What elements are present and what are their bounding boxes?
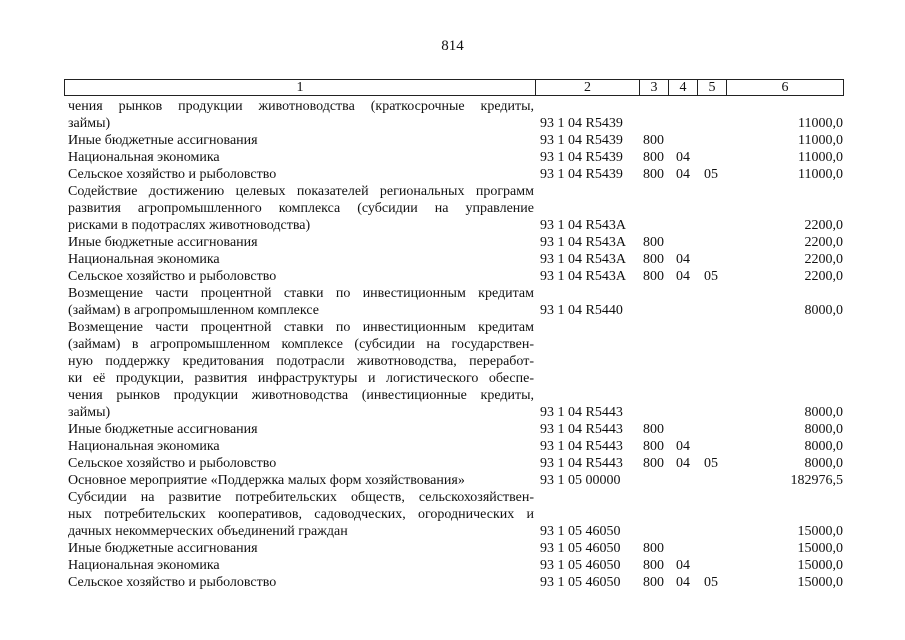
- row-name-line: Содействие достижению целевых показателей региональных программ: [68, 184, 534, 199]
- row-amount: 2200,0: [804, 269, 843, 284]
- row-values: [68, 540, 843, 557]
- row-col-5: 05: [704, 269, 718, 284]
- row-name-line: чения рынков продукции животноводства (инвестиционные кредиты,: [68, 388, 534, 403]
- row-code: 93 1 04 R5439: [540, 150, 623, 165]
- row-values: [68, 472, 843, 489]
- row-name-line: Национальная экономика: [68, 439, 220, 454]
- row-values: [68, 574, 843, 591]
- row-name-line: Сельское хозяйство и рыболовство: [68, 269, 277, 284]
- row-code: 93 1 04 R5439: [540, 133, 623, 148]
- row-code: 93 1 04 R5439: [540, 167, 623, 182]
- row-col-4: 04: [676, 269, 690, 284]
- row-code: 93 1 04 R543A: [540, 269, 626, 284]
- header-col-1: 1: [65, 80, 536, 95]
- row-values: [68, 234, 843, 251]
- row-amount: 2200,0: [804, 252, 843, 267]
- table-row: [68, 234, 848, 251]
- row-values: [68, 404, 843, 421]
- row-amount: 15000,0: [797, 575, 843, 590]
- row-col-5: 05: [704, 167, 718, 182]
- table-row: [68, 489, 848, 540]
- row-col-4: 04: [676, 439, 690, 454]
- row-name-line: Сельское хозяйство и рыболовство: [68, 456, 277, 471]
- row-code: 93 1 04 R543A: [540, 235, 626, 250]
- row-amount: 8000,0: [804, 422, 843, 437]
- row-amount: 15000,0: [797, 524, 843, 539]
- row-amount: 8000,0: [804, 439, 843, 454]
- row-col-3: 800: [643, 456, 664, 471]
- row-name-line: Национальная экономика: [68, 150, 220, 165]
- row-amount: 2200,0: [804, 235, 843, 250]
- table-row: [68, 166, 848, 183]
- row-code: 93 1 05 46050: [540, 575, 621, 590]
- row-code: 93 1 04 R5440: [540, 303, 623, 318]
- row-code: 93 1 04 R543A: [540, 252, 626, 267]
- row-name-line: Возмещение части процентной ставки по инвестиционным кредитам: [68, 286, 534, 301]
- row-amount: 11000,0: [798, 116, 843, 131]
- row-name-line: Возмещение части процентной ставки по инвестиционным кредитам: [68, 320, 534, 335]
- table-row: [68, 574, 848, 591]
- row-name-line: Основное мероприятие «Поддержка малых форм хозяйствования»: [68, 473, 465, 488]
- row-col-3: 800: [643, 269, 664, 284]
- table-row: [68, 285, 848, 319]
- row-amount: 8000,0: [804, 456, 843, 471]
- row-name-line: Иные бюджетные ассигнования: [68, 133, 258, 148]
- row-col-3: 800: [643, 235, 664, 250]
- header-col-6: 6: [781, 80, 789, 95]
- row-col-4: 04: [676, 167, 690, 182]
- row-values: [68, 523, 843, 540]
- row-name-line: чения рынков продукции животноводства (краткосрочные кредиты,: [68, 99, 534, 114]
- header-col-4: 4: [669, 80, 698, 95]
- row-code: 93 1 04 R543A: [540, 218, 626, 233]
- row-amount: 11000,0: [798, 167, 843, 182]
- row-code: 93 1 04 R5439: [540, 116, 623, 131]
- row-values: [68, 438, 843, 455]
- row-col-3: 800: [643, 133, 664, 148]
- row-amount: 182976,5: [790, 473, 843, 488]
- row-col-3: 800: [643, 422, 664, 437]
- row-name-line: Субсидии на развитие потребительских обществ, сельскохозяйствен-: [68, 490, 534, 505]
- table-row: [68, 455, 848, 472]
- row-code: 93 1 04 R5443: [540, 405, 623, 420]
- row-code: 93 1 05 46050: [540, 524, 621, 539]
- header-col-2: 2: [536, 80, 640, 95]
- row-col-4: 04: [676, 456, 690, 471]
- table-row: [68, 540, 848, 557]
- row-amount: 15000,0: [797, 558, 843, 573]
- row-amount: 8000,0: [804, 303, 843, 318]
- row-name-line: (займам) в агропромышленном комплексе: [68, 303, 319, 318]
- row-name-line: рисками в подотраслях животноводства): [68, 218, 311, 233]
- row-values: [68, 217, 843, 234]
- row-values: [68, 132, 843, 149]
- table-header: [64, 79, 844, 96]
- row-code: 93 1 05 46050: [540, 541, 621, 556]
- row-name-line: дачных некоммерческих объединений граждан: [68, 524, 348, 539]
- row-amount: 11000,0: [798, 133, 843, 148]
- row-col-5: 05: [704, 456, 718, 471]
- row-name-line: Национальная экономика: [68, 252, 220, 267]
- row-amount: 2200,0: [804, 218, 843, 233]
- row-name-line: ки её продукции, развития инфраструктуры и логистического обеспе-: [68, 371, 534, 386]
- row-name-line: развития агропромышленного комплекса (субсидии на управление: [68, 201, 534, 216]
- row-col-3: 800: [643, 252, 664, 267]
- row-name-line: Сельское хозяйство и рыболовство: [68, 167, 277, 182]
- table-row: [68, 557, 848, 574]
- row-values: [68, 455, 843, 472]
- row-values: [68, 251, 843, 268]
- row-values: [68, 115, 843, 132]
- row-col-4: 04: [676, 575, 690, 590]
- page-number: 814: [441, 38, 464, 54]
- row-col-4: 04: [676, 558, 690, 573]
- row-values: [68, 166, 843, 183]
- row-name-line: Иные бюджетные ассигнования: [68, 235, 258, 250]
- row-values: [68, 421, 843, 438]
- row-amount: 8000,0: [804, 405, 843, 420]
- row-col-3: 800: [643, 167, 664, 182]
- row-col-3: 800: [643, 558, 664, 573]
- row-name-line: Сельское хозяйство и рыболовство: [68, 575, 277, 590]
- row-amount: 11000,0: [798, 150, 843, 165]
- row-values: [68, 268, 843, 285]
- row-col-4: 04: [676, 150, 690, 165]
- table-row: [68, 268, 848, 285]
- header-col-3: 3: [640, 80, 669, 95]
- row-code: 93 1 04 R5443: [540, 422, 623, 437]
- row-name-line: (займам) в агропромышленном комплексе (субсидии на государствен-: [68, 337, 534, 352]
- row-name-line: ных потребительских кооперативов, садоводческих, огороднических и: [68, 507, 534, 522]
- table-row: [68, 98, 848, 132]
- table-row: [68, 251, 848, 268]
- table-body: [68, 98, 848, 591]
- row-amount: 15000,0: [797, 541, 843, 556]
- row-values: [68, 302, 843, 319]
- table-row: [68, 319, 848, 421]
- row-col-3: 800: [643, 575, 664, 590]
- row-name-line: Иные бюджетные ассигнования: [68, 422, 258, 437]
- table-row: [68, 132, 848, 149]
- row-col-3: 800: [643, 150, 664, 165]
- row-col-4: 04: [676, 252, 690, 267]
- row-values: [68, 557, 843, 574]
- row-name-line: Национальная экономика: [68, 558, 220, 573]
- row-code: 93 1 04 R5443: [540, 439, 623, 454]
- table-row: [68, 183, 848, 234]
- table-row: [68, 149, 848, 166]
- table-row: [68, 421, 848, 438]
- header-col-5: 5: [698, 80, 727, 95]
- row-code: 93 1 05 46050: [540, 558, 621, 573]
- row-name-line: Иные бюджетные ассигнования: [68, 541, 258, 556]
- row-name-line: займы): [68, 116, 111, 131]
- row-code: 93 1 04 R5443: [540, 456, 623, 471]
- row-code: 93 1 05 00000: [540, 473, 621, 488]
- row-values: [68, 149, 843, 166]
- row-name-line: займы): [68, 405, 111, 420]
- table-row: [68, 438, 848, 455]
- row-col-3: 800: [643, 541, 664, 556]
- row-col-5: 05: [704, 575, 718, 590]
- table-row: [68, 472, 848, 489]
- row-col-3: 800: [643, 439, 664, 454]
- row-name-line: ную поддержку кредитования подотрасли животноводства, переработ-: [68, 354, 534, 369]
